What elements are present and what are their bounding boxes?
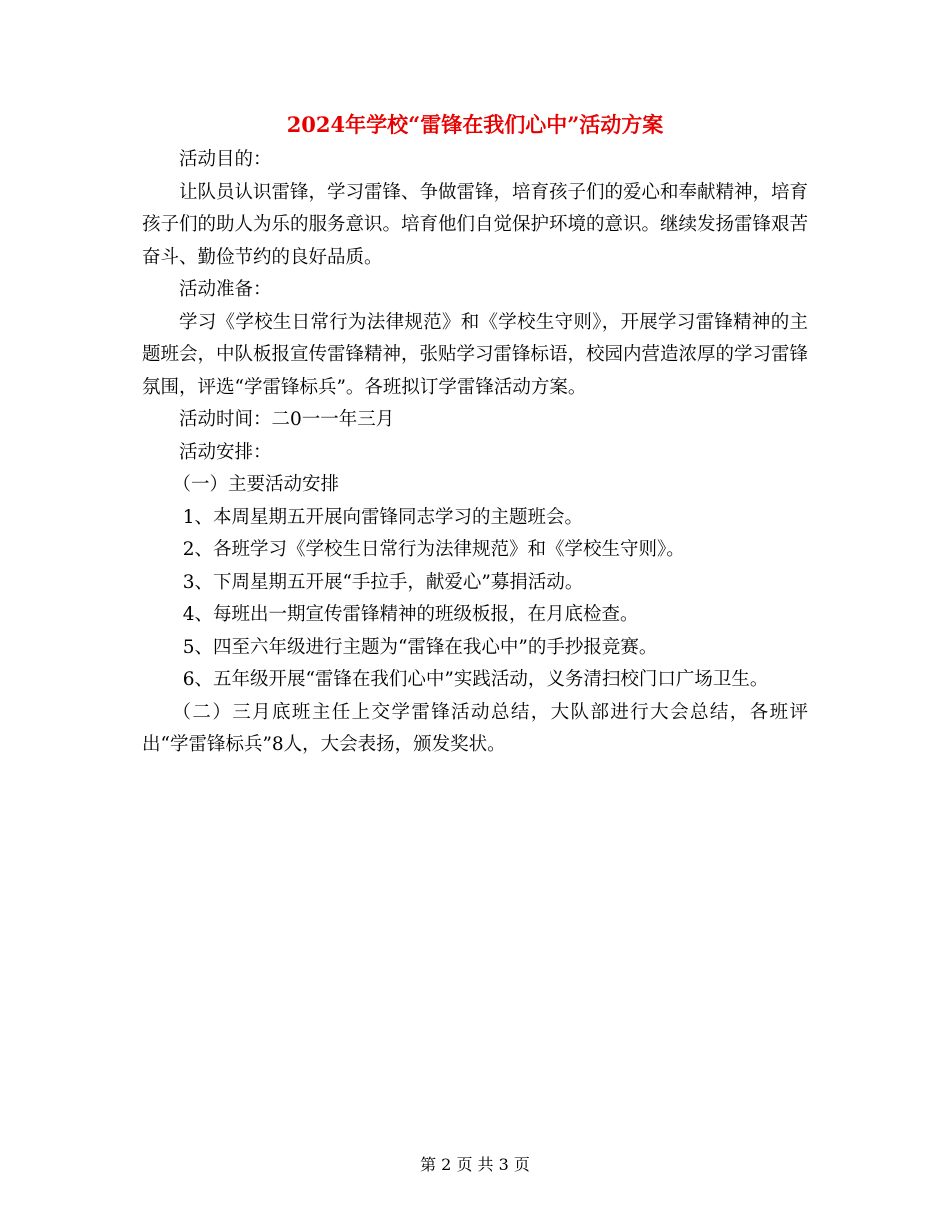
paragraph-preparation: 学习《学校生日常行为法律规范》和《学校生守则》，开展学习雷锋精神的主题班会，中队板报宣传雷锋精神，张贴学习雷锋标语，校园内营造浓厚的学习雷锋氛围，评选“学雷锋标兵”。各班拟订学雷锋活动方案。 [142,311,809,398]
paragraph-summary: （二）三月底班主任上交学雷锋活动总结，大队部进行大会总结，各班评出“学雷锋标兵”8人，大会表扬，颁发奖状。 [142,701,808,755]
document-body [142,144,808,762]
heading-preparation: 活动准备： [179,279,272,300]
list-item: 4、每班出一期宣传雷锋精神的班级板报，在月底检查。 [182,604,639,625]
heading-purpose: 活动目的： [179,149,272,170]
page-number: 第 2 页 共 3 页 [420,1155,530,1174]
list-item: 3、下周星期五开展“手拉手，献爱心”募捐活动。 [182,571,584,593]
list-item: 6、五年级开展“雷锋在我们心中”实践活动，义务清扫校门口广场卫生。 [182,669,769,690]
list-item: 5、四至六年级进行主题为“雷锋在我心中”的手抄报竞赛。 [182,636,658,658]
heading-arrangement: 活动安排： [179,441,272,463]
list-item: 1、本周星期五开展向雷锋同志学习的主题班会。 [182,506,583,528]
list-item: 2、各班学习《学校生日常行为法律规范》和《学校生守则》。 [182,539,685,560]
document-title: 2024年学校“雷锋在我们心中”活动方案 [286,112,664,137]
subheading-main-activities: （一）主要活动安排 [172,474,340,495]
paragraph-time: 活动时间：二0一一年三月 [179,409,395,430]
paragraph-purpose: 让队员认识雷锋，学习雷锋、争做雷锋，培育孩子们的爱心和奉献精神，培育孩子们的助人为乐的服务意识。培育他们自觉保护环境的意识。继续发扬雷锋艰苦奋斗、勤俭节约的良好品质。 [142,181,809,268]
